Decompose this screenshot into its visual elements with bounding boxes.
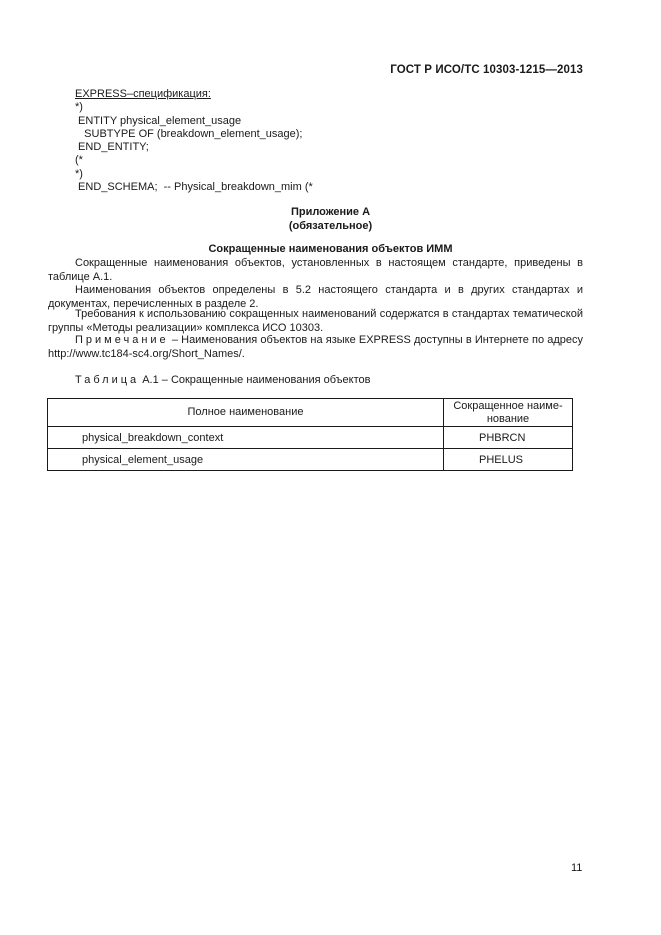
note-text: – Наименования объектов на языке EXPRESS доступны в Интернете по адресу http://www.tc184-sc4.org/Short_Names/.: [48, 334, 583, 360]
table-header-row: [48, 399, 573, 427]
paragraph: Сокращенные наименования объектов, установленных в настоящем стандарте, приведены в таблице А.1.: [48, 257, 583, 283]
note-paragraph: [48, 334, 583, 361]
full-name-cell: physical_breakdown_context: [48, 427, 444, 449]
abbreviations-table: [47, 398, 573, 471]
express-line: *): [75, 101, 83, 114]
table-row: [48, 449, 573, 471]
header-full-name: Полное наименование: [48, 399, 444, 427]
paragraph: Требования к использованию сокращенных наименований содержатся в стандартах тематической группы «Методы реализации» комплекса ИСО 10303.: [48, 308, 583, 334]
express-line: (*: [75, 154, 83, 167]
express-spec-block: [75, 88, 313, 194]
table-row: [48, 427, 573, 449]
express-line: ENTITY physical_element_usage: [75, 114, 242, 127]
page-number: 11: [571, 862, 583, 874]
header-short-name: Сокращенное наиме- нование: [444, 399, 573, 427]
express-spec-title: EXPRESS–спецификация:: [75, 88, 211, 100]
express-line: *): [75, 167, 83, 180]
table-caption-label: Таблица: [75, 374, 140, 386]
note-label: Примечание: [75, 334, 169, 346]
appendix-title: Приложение А: [290, 206, 371, 218]
paragraph: Наименования объектов определены в 5.2 настоящего стандарта и в других стандартах и документах, перечисленных в разделе 2.: [48, 284, 583, 310]
appendix-status: (обязательное): [288, 220, 373, 232]
document-header: ГОСТ Р ИСО/ТС 10303-1215—2013: [390, 64, 583, 76]
express-line: END_ENTITY;: [75, 141, 149, 154]
express-line: SUBTYPE OF (breakdown_element_usage);: [75, 127, 303, 140]
table-caption: [75, 374, 370, 386]
short-name-cell: PHELUS: [444, 449, 573, 471]
express-line: END_SCHEMA; -- Physical_breakdown_mim (*: [75, 181, 313, 194]
full-name-cell: physical_element_usage: [48, 449, 444, 471]
table-caption-text: А.1 – Сокращенные наименования объектов: [139, 374, 371, 386]
short-name-cell: PHBRCN: [444, 427, 573, 449]
appendix-heading: Сокращенные наименования объектов ИММ: [208, 243, 453, 255]
